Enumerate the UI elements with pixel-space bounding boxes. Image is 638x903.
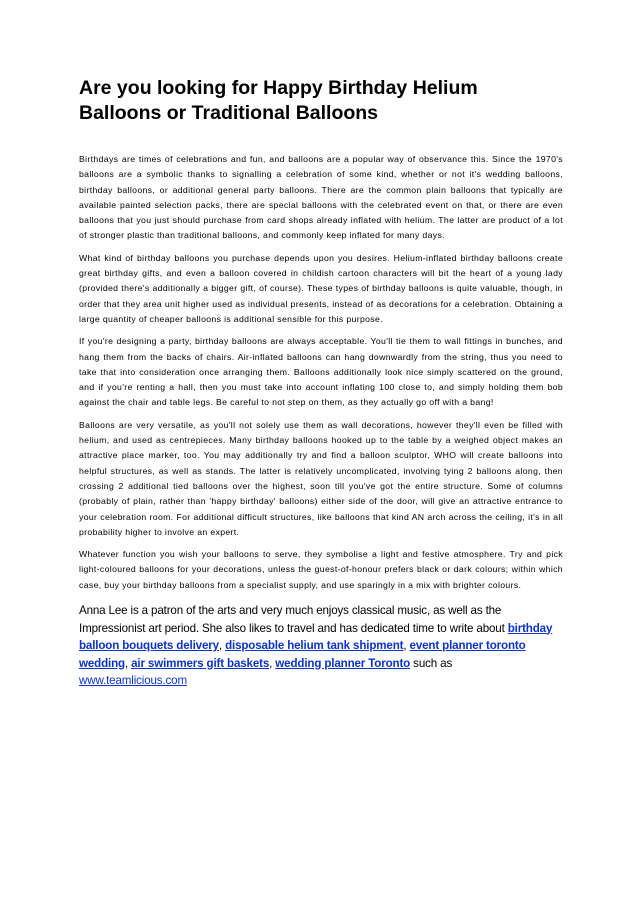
separator: , bbox=[269, 656, 276, 670]
document-page bbox=[79, 76, 563, 701]
link-helium-tank[interactable]: disposable helium tank shipment bbox=[225, 639, 404, 653]
link-air-swimmers[interactable]: air swimmers gift baskets bbox=[131, 656, 270, 670]
link-event-planner[interactable]: event planner toronto wedding bbox=[79, 639, 526, 670]
author-bio-text: Anna Lee is a patron of the arts and very much enjoys classical music, as well as the Impressionist art period. She also likes to travel and has dedicated time to write about bbox=[79, 604, 508, 635]
separator: , bbox=[403, 639, 410, 653]
author-bio bbox=[79, 602, 563, 690]
page-title: Are you looking for Happy Birthday Helium Balloons or Traditional Balloons bbox=[79, 77, 478, 124]
paragraph-kinds: What kind of birthday balloons you purchase depends upon you desires. Helium-inflated birthday balloons create great birthday gifts, and even a balloon covered in childish cartoon characters will bit the heart of a young lady (provided there's additionally a bigger gift, of course). These types of birthday balloons is quite valuable, though, in order that they area unit higher used as individual presents, instead of as decorations for a celebration. Obtaining a large quantity of cheaper balloons is additional sensible for this purpose. bbox=[79, 252, 563, 324]
paragraph-party: If you're designing a party, birthday balloons are always acceptable. You'll tie them to wall fittings in bunches, and hang them from the backs of chairs. Air-inflated balloons can hang downwardly from the string, thus you need to take that into consideration once arranging them. Balloons additionally look nice simply scattered on the ground, and if you're renting a hall, then you must take into account inflating 100 close to, and simply holding them bob against the chair and table legs. Be careful to not step on them, as they actually go off with a bang! bbox=[79, 336, 563, 408]
separator: , bbox=[218, 639, 226, 653]
paragraph-intro: Birthdays are times of celebrations and fun, and balloons are a popular way of observance this. Since the 1970's balloons are a symbolic thanks to signalling a celebration of some kind, whether or not it's wedding balloons, birthday balloons, or additional general party balloons. There are the common plain balloons that typically are available painted selection packs, there are special balloons with the celebrated event on that, or there are even balloons that you just should purchase from card shops already inflated with helium. The latter are product of a lot of stronger plastic than traditional balloons, and commonly keep inflated for many days. bbox=[79, 154, 563, 241]
separator: , bbox=[124, 656, 132, 670]
link-balloon-bouquets[interactable]: birthday balloon bouquets delivery bbox=[79, 621, 553, 653]
paragraph-versatile: Balloons are very versatile, as you'll not solely use them as wall decorations, however they'll even be filled with helium, and used as centrepieces. Many birthday balloons hooked up to the table by a weighed object makes an attractive place marker, too. You may additionally try and find a balloon sculptor, WHO will create balloons into helpful structures, as well as stands. The latter is relatively uncomplicated, involving tying 2 balloons along, then crossing 2 additional tied balloons over the highest, soon till you've got the entire structure. Some of columns (probably of plain, rather than 'happy birthday' balloons) either side of the door, will give an attractive entrance to your celebration room. For additional difficult structures, like balloons that kind AN arch across the ceiling, it's in all probability higher to involve an expert. bbox=[79, 419, 563, 537]
paragraph-function: Whatever function you wish your balloons to serve, they symbolise a light and festive atmosphere. Try and pick light-coloured balloons for your decorations, unless the guest-of-honour prefers black or dark colours; within which case, buy your birthday balloons from a specialist supply, and use sparingly in a mix with brighter colours. bbox=[79, 549, 563, 590]
link-website[interactable]: www.teamlicious.com bbox=[79, 674, 187, 688]
link-wedding-planner[interactable]: wedding planner Toronto bbox=[275, 656, 411, 670]
such-as-text: such as bbox=[410, 656, 453, 670]
